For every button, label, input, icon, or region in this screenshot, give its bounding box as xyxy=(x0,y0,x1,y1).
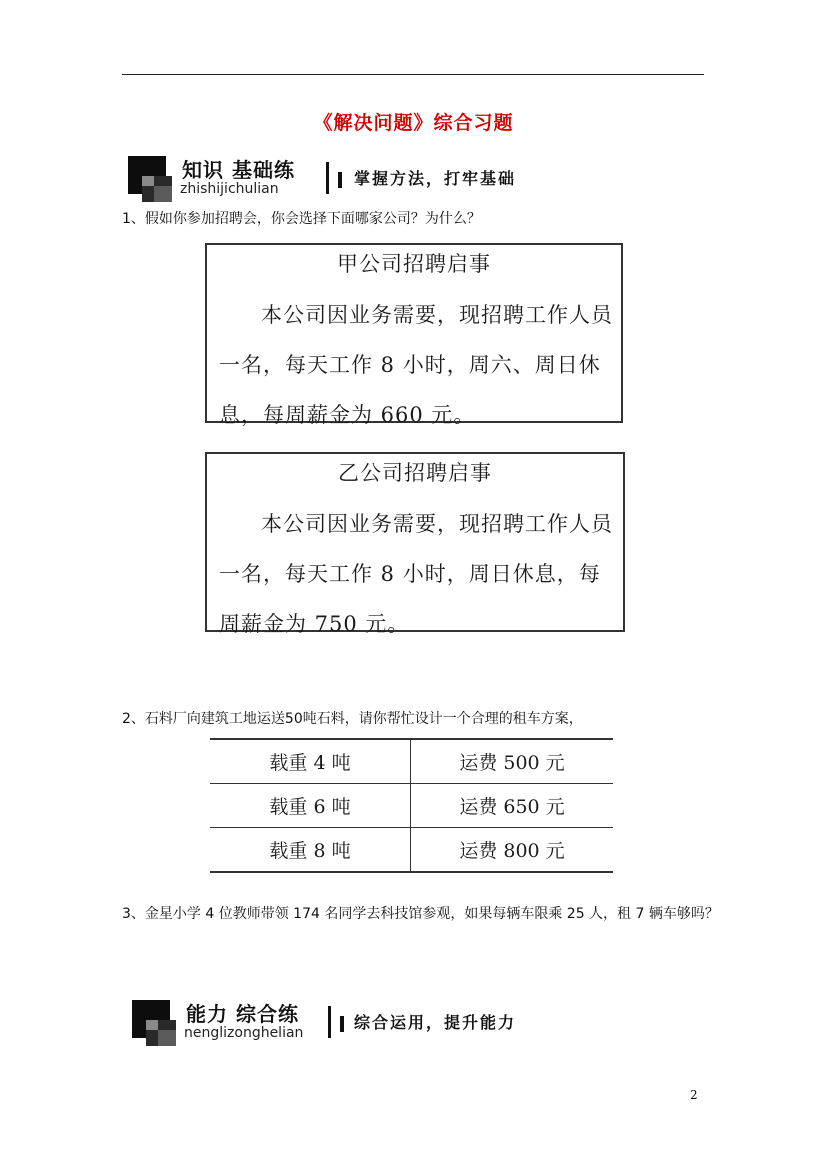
fee-cell: 运费 650 元 xyxy=(411,784,614,828)
section-subtitle: 综合运用，提升能力 xyxy=(354,1013,517,1032)
section-subtitle: 掌握方法，打牢基础 xyxy=(354,169,517,188)
notice-title: 乙公司招聘启事 xyxy=(338,461,492,485)
banner-logo-block-mid xyxy=(158,1030,176,1046)
section-pinyin: nenglizonghelian xyxy=(184,1025,304,1041)
banner-marker xyxy=(340,1016,344,1032)
banner-logo-block-light xyxy=(142,176,154,186)
notice-box-b xyxy=(205,452,625,636)
section-heading: 能力 综合练 xyxy=(186,1002,299,1026)
freight-table xyxy=(210,738,613,873)
header-rule xyxy=(122,74,704,75)
notice-body: 本公司因业务需要，现招聘工作人员一名，每天工作 8 小时，周日休息，每周薪金为 750 元。 xyxy=(219,512,613,636)
banner-marker xyxy=(338,172,342,188)
banner-logo-block-mid xyxy=(154,186,172,202)
section-banner-ability xyxy=(132,1000,532,1046)
table-row xyxy=(210,784,613,828)
fee-cell: 运费 500 元 xyxy=(411,739,614,784)
load-cell: 载重 4 吨 xyxy=(210,739,411,784)
table-row xyxy=(210,828,613,873)
question-2: 2、石料厂向建筑工地运送50吨石料，请你帮忙设计一个合理的租车方案， xyxy=(122,711,583,727)
section-banner-basic xyxy=(128,156,528,202)
section-pinyin: zhishijichulian xyxy=(180,181,279,197)
load-cell: 载重 8 吨 xyxy=(210,828,411,873)
section-heading: 知识 基础练 xyxy=(182,158,295,182)
notice-body: 本公司因业务需要，现招聘工作人员一名，每天工作 8 小时，周六、周日休息，每周薪金为 660 元。 xyxy=(219,303,613,427)
notice-title: 甲公司招聘启事 xyxy=(337,252,491,276)
banner-logo-block-light xyxy=(146,1020,158,1030)
load-cell: 载重 6 吨 xyxy=(210,784,411,828)
document-title: 《解决问题》综合习题 xyxy=(313,112,514,134)
question-1: 1、假如你参加招聘会，你会选择下面哪家公司？为什么？ xyxy=(122,211,481,227)
fee-cell: 运费 800 元 xyxy=(411,828,614,873)
banner-divider xyxy=(328,1006,331,1038)
page-number: 2 xyxy=(690,1088,698,1102)
notice-box-a xyxy=(205,243,623,427)
question-3: 3、金星小学 4 位教师带领 174 名同学去科技馆参观，如果每辆车限乘 25 人，租 7 辆车够吗？ xyxy=(122,906,719,922)
banner-divider xyxy=(326,162,329,194)
table-row xyxy=(210,739,613,784)
